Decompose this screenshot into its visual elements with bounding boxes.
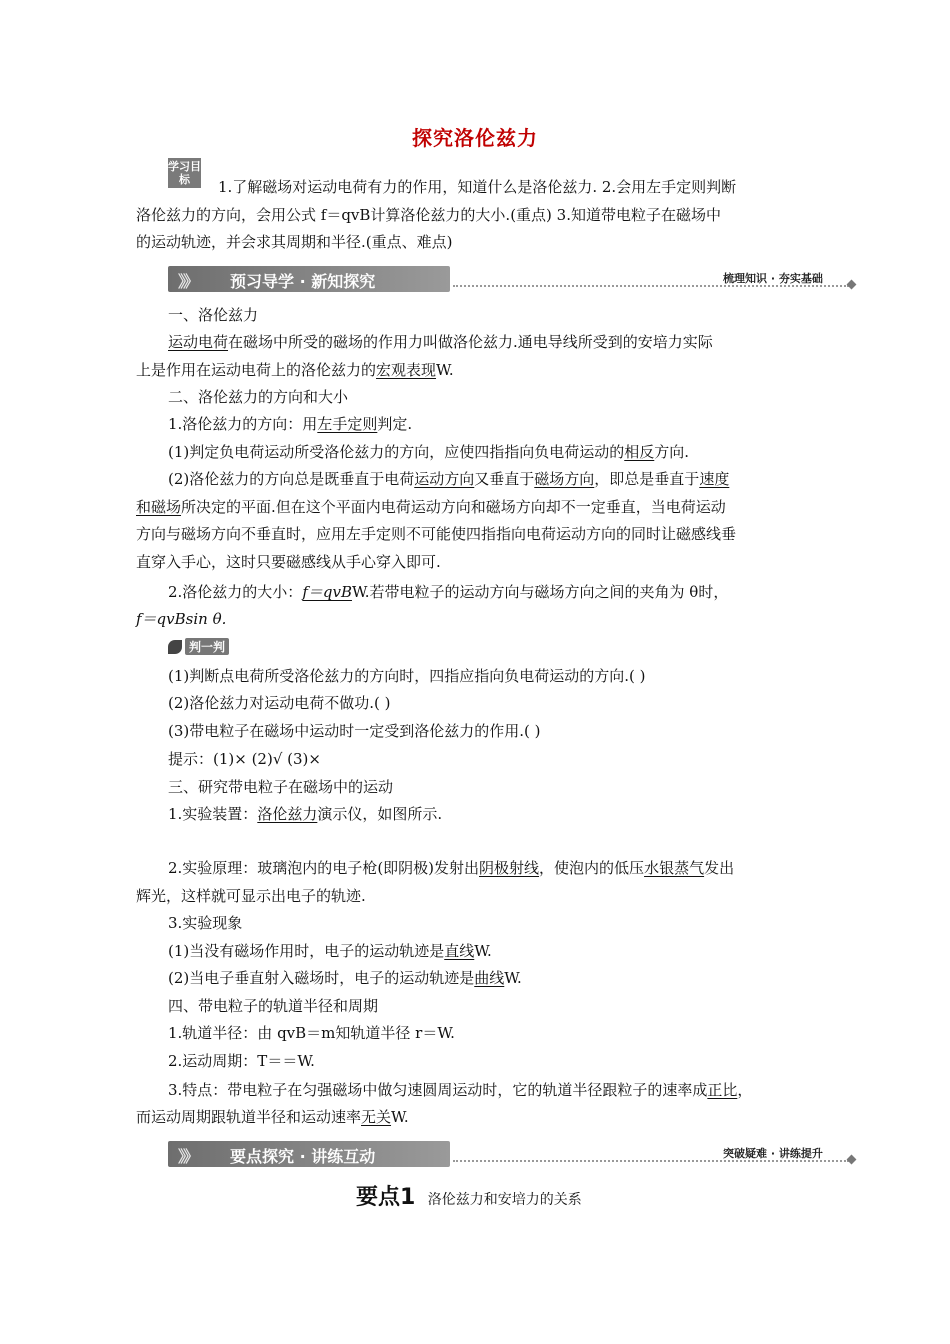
text: 2.实验原理：玻璃泡内的电子枪(即阴极)发射出 — [168, 859, 480, 877]
paragraph-line — [136, 360, 816, 380]
banner-title: 要点探究 · 讲练互动 — [230, 1147, 376, 1166]
keypoint-text: 洛伦兹力和安培力的关系 — [427, 1192, 582, 1208]
paragraph-line: 直穿入手心，这时只要磁感线从手心穿入即可. — [136, 553, 441, 571]
blank-answer: 运动电荷 — [168, 333, 229, 351]
learning-goals-badge: 学习目标 — [168, 160, 201, 186]
text: (1)当没有磁场作用时，电子的运动轨迹是 — [168, 942, 445, 960]
paragraph-line — [168, 414, 848, 434]
judge-question-2: (2)洛伦兹力对运动电荷不做功.( ) — [168, 694, 391, 712]
text: W. — [474, 942, 492, 960]
judge-section-label — [168, 638, 229, 656]
blank-answer: 水银蒸气 — [644, 859, 705, 877]
text: 上是作用在运动电荷上的洛伦兹力的 — [136, 361, 377, 379]
page-title: 探究洛伦兹力 — [412, 126, 538, 150]
text: (2)当电子垂直射入磁场时，电子的运动轨迹是 — [168, 969, 475, 987]
blank-answer: 和磁场 — [136, 498, 182, 516]
formula-line: f＝qvBsin θ. — [136, 610, 227, 628]
paragraph-line — [136, 497, 816, 517]
double-chevron-icon: 》》 — [178, 272, 197, 291]
blank-answer: 速度 — [699, 470, 730, 488]
diamond-icon — [847, 280, 857, 290]
blank-answer: 无关 — [361, 1108, 392, 1126]
paragraph-line: 方向与磁场方向不垂直时，应用左手定则不可能使四指指向电荷运动方向的同时让磁感线垂 — [136, 525, 737, 543]
double-chevron-icon: 》》 — [178, 1147, 197, 1166]
text: 1.实验装置： — [168, 805, 258, 823]
goals-line-1: 1.了解磁场对运动电荷有力的作用，知道什么是洛伦兹力. 2.会用左手定则判断 — [218, 178, 737, 196]
leaf-icon — [168, 640, 182, 654]
text: W.若带电粒子的运动方向与磁场方向之间的夹角为 θ时， — [351, 583, 729, 601]
text: W. — [391, 1108, 409, 1126]
paragraph-line — [168, 941, 848, 961]
text: 演示仪，如图所示. — [317, 805, 443, 823]
text: ，使泡内的低压 — [539, 859, 645, 877]
paragraph-line — [168, 582, 848, 602]
banner-subtitle: 梳理知识 · 夯实基础 — [723, 272, 823, 285]
blank-answer: 洛伦兹力 — [257, 805, 318, 823]
blank-answer: 正比 — [707, 1081, 738, 1099]
section-heading-4: 四、带电粒子的轨道半径和周期 — [168, 997, 379, 1015]
judge-question-1: (1)判断点电荷所受洛伦兹力的方向时，四指应指向负电荷运动的方向.( ) — [168, 667, 646, 685]
paragraph-line — [168, 804, 848, 824]
goals-line-3: 的运动轨迹，并会求其周期和半径.(重点、难点) — [136, 233, 453, 251]
keypoint-heading — [356, 1180, 582, 1211]
paragraph-line — [136, 1107, 816, 1127]
section-heading-1: 一、洛伦兹力 — [168, 306, 259, 324]
paragraph-line: 3.实验现象 — [168, 914, 243, 932]
text: 1.洛伦兹力的方向：用 — [168, 415, 318, 433]
text: W. — [436, 361, 454, 379]
section-heading-3: 三、研究带电粒子在磁场中的运动 — [168, 778, 394, 796]
goals-line-2: 洛伦兹力的方向，会用公式 f＝qvB计算洛伦兹力的大小.(重点) 3.知道带电粒子在磁场中 — [136, 206, 721, 224]
text: 判定. — [377, 415, 413, 433]
text: (1)判定负电荷运动所受洛伦兹力的方向，应使四指指向负电荷运动的 — [168, 443, 625, 461]
text: 在磁场中所受的磁场的作用力叫做洛伦兹力.通电导线所受到的安培力实际 — [228, 333, 713, 351]
blank-answer: 直线 — [444, 942, 475, 960]
blank-answer: 宏观表现 — [376, 361, 437, 379]
paragraph-line: 2.运动周期：T＝＝W. — [168, 1052, 315, 1070]
text: 所决定的平面.但在这个平面内电荷运动方向和磁场方向却不一定垂直，当电荷运动 — [181, 498, 726, 516]
blank-answer: f＝qvB — [302, 583, 352, 601]
judge-question-3: (3)带电粒子在磁场中运动时一定受到洛伦兹力的作用.( ) — [168, 722, 541, 740]
section-banner-preview — [168, 266, 858, 296]
paragraph-line — [168, 442, 848, 462]
text: (2)洛伦兹力的方向总是既垂直于电荷 — [168, 470, 415, 488]
text: 3.特点：带电粒子在匀强磁场中做匀速圆周运动时，它的轨道半径跟粒子的速率成 — [168, 1081, 708, 1099]
paragraph-line — [168, 1080, 848, 1100]
text: ， — [737, 1081, 753, 1099]
diamond-icon — [847, 1155, 857, 1165]
paragraph-line: 1.轨道半径：由 qvB＝m知轨道半径 r＝W. — [168, 1024, 455, 1042]
judge-label: 判一判 — [185, 638, 229, 655]
paragraph-line — [168, 332, 848, 352]
section-banner-keypoints — [168, 1141, 858, 1171]
text: 而运动周期跟轨道半径和运动速率 — [136, 1108, 362, 1126]
judge-hint: 提示：(1)× (2)√ (3)× — [168, 750, 321, 768]
text: 方向. — [654, 443, 690, 461]
blank-answer: 相反 — [624, 443, 655, 461]
blank-answer: 磁场方向 — [534, 470, 595, 488]
text: W. — [504, 969, 522, 987]
text: 2.洛伦兹力的大小： — [168, 583, 303, 601]
blank-answer: 运动方向 — [414, 470, 475, 488]
text: ，即总是垂直于 — [594, 470, 700, 488]
paragraph-line — [168, 469, 848, 489]
blank-answer: 左手定则 — [317, 415, 378, 433]
paragraph-line: 辉光，这样就可显示出电子的轨迹. — [136, 887, 366, 905]
section-heading-2: 二、洛伦兹力的方向和大小 — [168, 388, 349, 406]
paragraph-line — [168, 968, 848, 988]
banner-title: 预习导学 · 新知探究 — [230, 272, 376, 291]
text: 又垂直于 — [474, 470, 535, 488]
banner-subtitle: 突破疑难 · 讲练提升 — [723, 1147, 823, 1160]
blank-answer: 阴极射线 — [479, 859, 540, 877]
paragraph-line — [168, 858, 848, 878]
blank-answer: 曲线 — [474, 969, 505, 987]
text: 发出 — [704, 859, 735, 877]
keypoint-label: 要点1 — [356, 1185, 416, 1210]
